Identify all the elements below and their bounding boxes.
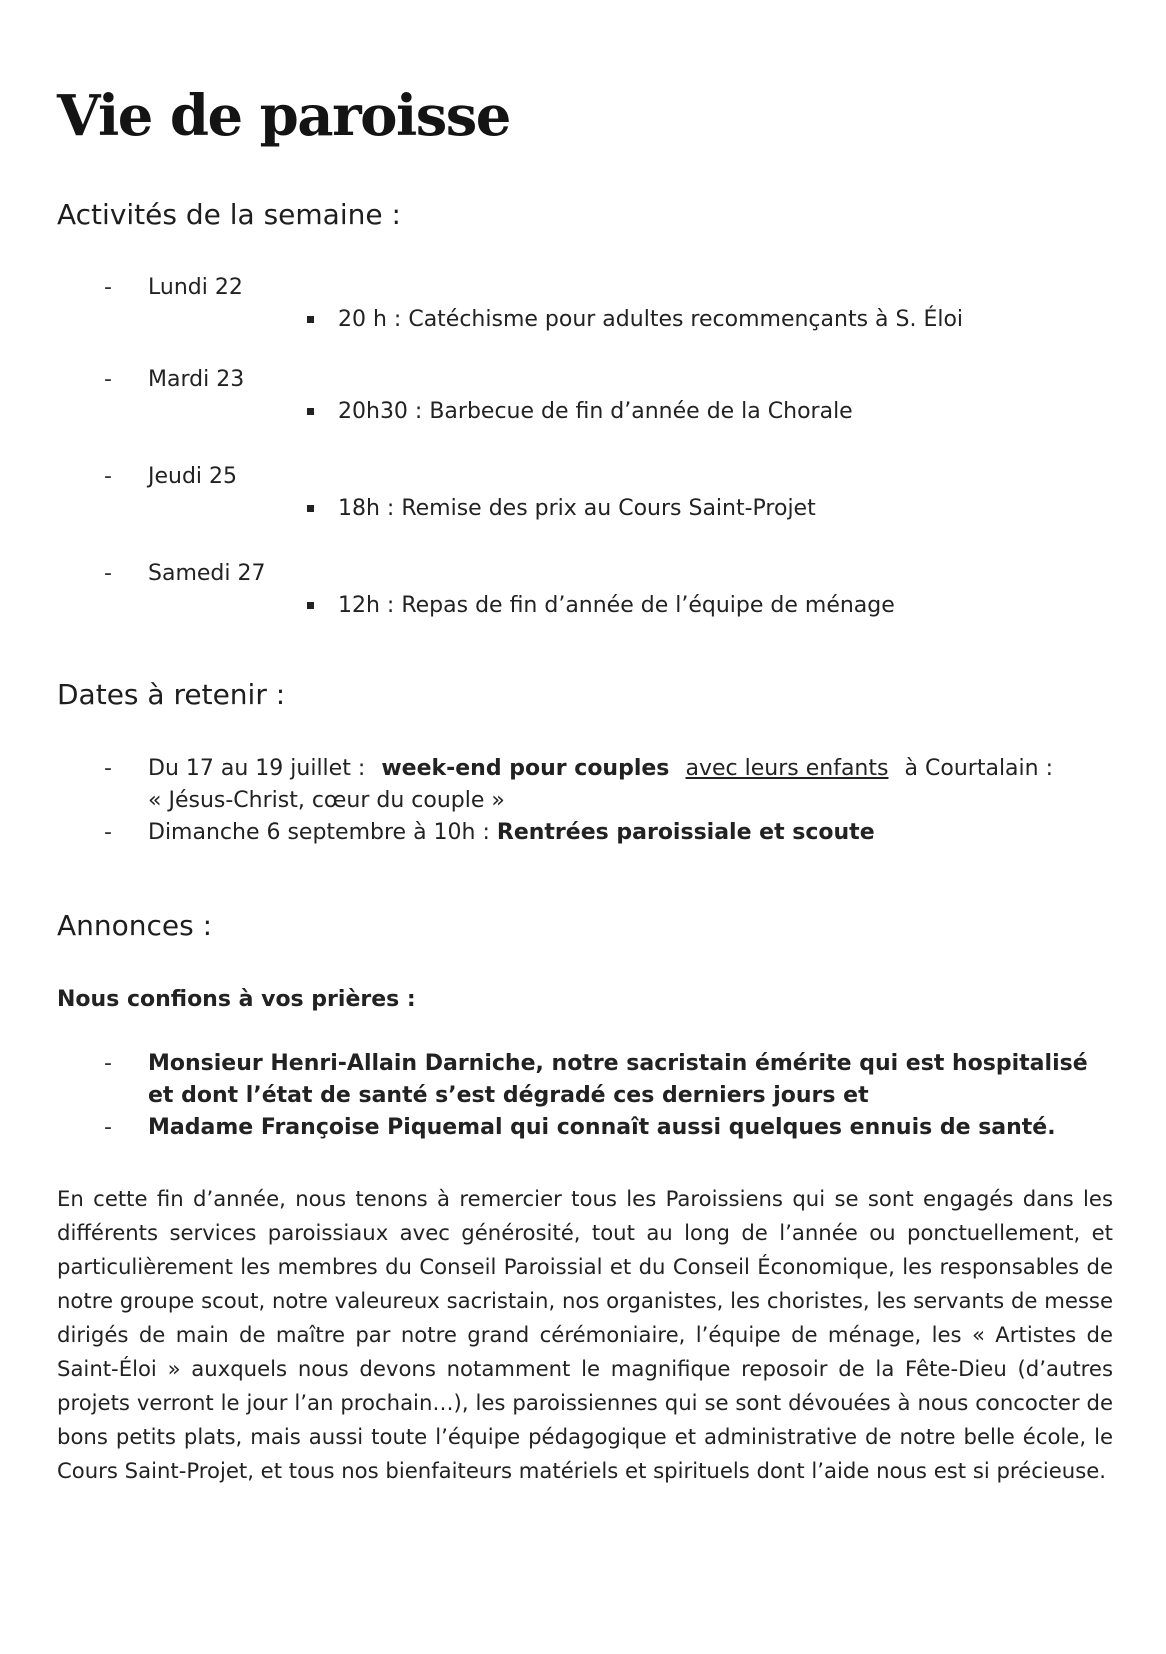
activities-heading: Activités de la semaine : bbox=[57, 198, 401, 231]
prayer-item-line: Madame Françoise Piquemal qui connaît aussi quelques ennuis de santé. bbox=[148, 1115, 1056, 1140]
activity-day: Samedi 27 bbox=[148, 561, 266, 586]
list-dash: - bbox=[104, 756, 112, 781]
list-dash: - bbox=[104, 1051, 112, 1076]
list-dash: - bbox=[104, 1115, 112, 1140]
date-item-line bbox=[148, 817, 875, 849]
list-dash: - bbox=[104, 820, 112, 845]
bullet-square-icon bbox=[307, 408, 314, 415]
activity-event: 12h : Repas de fin d’année de l’équipe de ménage bbox=[338, 593, 895, 618]
list-dash: - bbox=[104, 275, 112, 300]
activity-event: 20 h : Catéchisme pour adultes recommençants à S. Éloi bbox=[338, 307, 964, 332]
list-dash: - bbox=[104, 464, 112, 489]
page-title: Vie de paroisse bbox=[57, 83, 510, 149]
announcements-heading: Annonces : bbox=[57, 909, 213, 942]
prayer-item-line: Monsieur Henri-Allain Darniche, notre sacristain émérite qui est hospitalisé bbox=[148, 1051, 1088, 1076]
dates-heading: Dates à retenir : bbox=[57, 678, 286, 711]
date-item-suffix: à Courtalain : bbox=[904, 756, 1053, 781]
date-item-line2: « Jésus-Christ, cœur du couple » bbox=[148, 788, 505, 813]
date-item-bold: week-end pour couples bbox=[381, 756, 670, 781]
list-dash: - bbox=[104, 561, 112, 586]
date-item-prefix: Du 17 au 19 juillet : bbox=[148, 756, 366, 781]
activity-day: Lundi 22 bbox=[148, 275, 243, 300]
activity-event: 18h : Remise des prix au Cours Saint-Projet bbox=[338, 496, 816, 521]
date-item-prefix: Dimanche 6 septembre à 10h : bbox=[148, 820, 497, 845]
bullet-square-icon bbox=[307, 316, 314, 323]
date-item-underline: avec leurs enfants bbox=[685, 756, 889, 781]
activity-day: Mardi 23 bbox=[148, 367, 245, 392]
date-item-bold: Rentrées paroissiale et scoute bbox=[496, 820, 875, 845]
prayer-heading: Nous confions à vos prières : bbox=[57, 987, 416, 1012]
activity-event: 20h30 : Barbecue de fin d’année de la Chorale bbox=[338, 399, 853, 424]
thanks-paragraph: En cette fin d’année, nous tenons à remercier tous les Paroissiens qui se sont engagés dans les différents services paroissiaux avec générosité, tout au long de l’année ou ponctuellement, et particulièrement les membres du Conseil Paroissial et du Conseil Économique, les responsables de notre groupe scout, notre valeureux sacristain, nos organistes, les choristes, les servants de messe dirigés de main de maître par notre grand cérémoniaire, l’équipe de ménage, les « Artistes de Saint-Éloi » auxquels nous devons notamment le magnifique reposoir de la Fête-Dieu (d’autres projets verront le jour l’an prochain…), les paroissiennes qui se sont dévouées à nous concocter de bons petits plats, mais aussi toute l’équipe pédagogique et administrative de notre belle école, le Cours Saint-Projet, et tous nos bienfaiteurs matériels et spirituels dont l’aide nous est si précieuse. bbox=[57, 1186, 1113, 1483]
bullet-square-icon bbox=[307, 602, 314, 609]
date-item-line bbox=[148, 753, 1053, 785]
prayer-item-line: et dont l’état de santé s’est dégradé ces derniers jours et bbox=[148, 1083, 869, 1108]
activity-day: Jeudi 25 bbox=[148, 464, 238, 489]
bullet-square-icon bbox=[307, 505, 314, 512]
list-dash: - bbox=[104, 367, 112, 392]
